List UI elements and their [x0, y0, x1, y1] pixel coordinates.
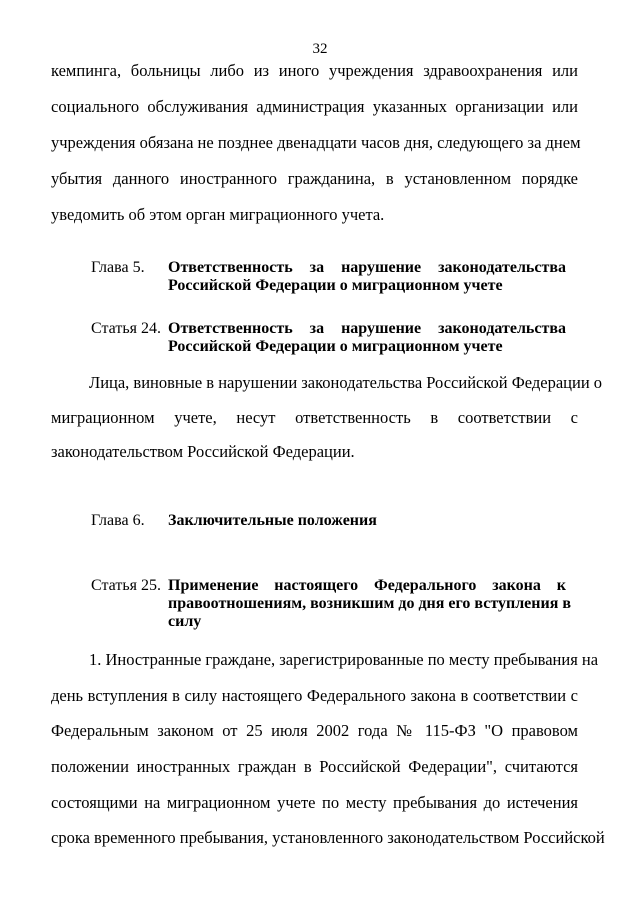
chapter-title-line: Ответственность за нарушение законодательства: [168, 259, 566, 276]
article-title-line: Применение настоящего Федерального закона к: [168, 577, 566, 594]
article-label: Статья 25.: [91, 577, 161, 594]
text-line: социального обслуживания администрация указанных организации или: [51, 97, 578, 116]
text-line: 1. Иностранные граждане, зарегистрированные по месту пребывания на: [89, 650, 599, 669]
text-line: уведомить об этом орган миграционного учета.: [51, 205, 385, 224]
article-title-line: силу: [168, 613, 202, 630]
article-label: Статья 24.: [91, 320, 161, 337]
text-line: законодательством Российской Федерации.: [51, 442, 355, 461]
chapter-label: Глава 5.: [91, 259, 145, 276]
article-title: [168, 320, 566, 356]
page-number: 32: [312, 41, 328, 57]
article-title-line: Ответственность за нарушение законодательства: [168, 320, 566, 337]
text-line: кемпинга, больницы либо из иного учреждения здравоохранения или: [51, 61, 578, 80]
text-line: миграционном учете, несут ответственность в соответствии с: [51, 408, 578, 427]
text-line: учреждения обязана не позднее двенадцати часов дня, следующего за днем: [51, 133, 581, 152]
article-title-line: правоотношениям, возникшим до дня его вступления в: [168, 595, 572, 612]
text-line: состоящими на миграционном учете по месту пребывания до истечения: [51, 793, 578, 812]
text-line: срока временного пребывания, установленного законодательством Российской: [51, 828, 605, 847]
article-title-line: Российской Федерации о миграционном учете: [168, 338, 503, 355]
chapter-title: [168, 512, 566, 530]
text-line: день вступления в силу настоящего Федерального закона в соответствии с: [51, 686, 578, 705]
chapter-title-line: Российской Федерации о миграционном учете: [168, 277, 503, 294]
chapter-title: [168, 259, 566, 295]
text-line: Лица, виновные в нарушении законодательства Российской Федерации о: [89, 373, 603, 392]
text-line: Федеральным законом от 25 июля 2002 года № 115-ФЗ "О правовом: [51, 721, 578, 740]
chapter-title-line: Заключительные положения: [168, 512, 377, 529]
article-title: [168, 577, 572, 631]
text-line: положении иностранных граждан в Российской Федерации", считаются: [51, 757, 578, 776]
chapter-label: Глава 6.: [91, 512, 145, 529]
text-line: убытия данного иностранного гражданина, в установленном порядке: [51, 169, 578, 188]
